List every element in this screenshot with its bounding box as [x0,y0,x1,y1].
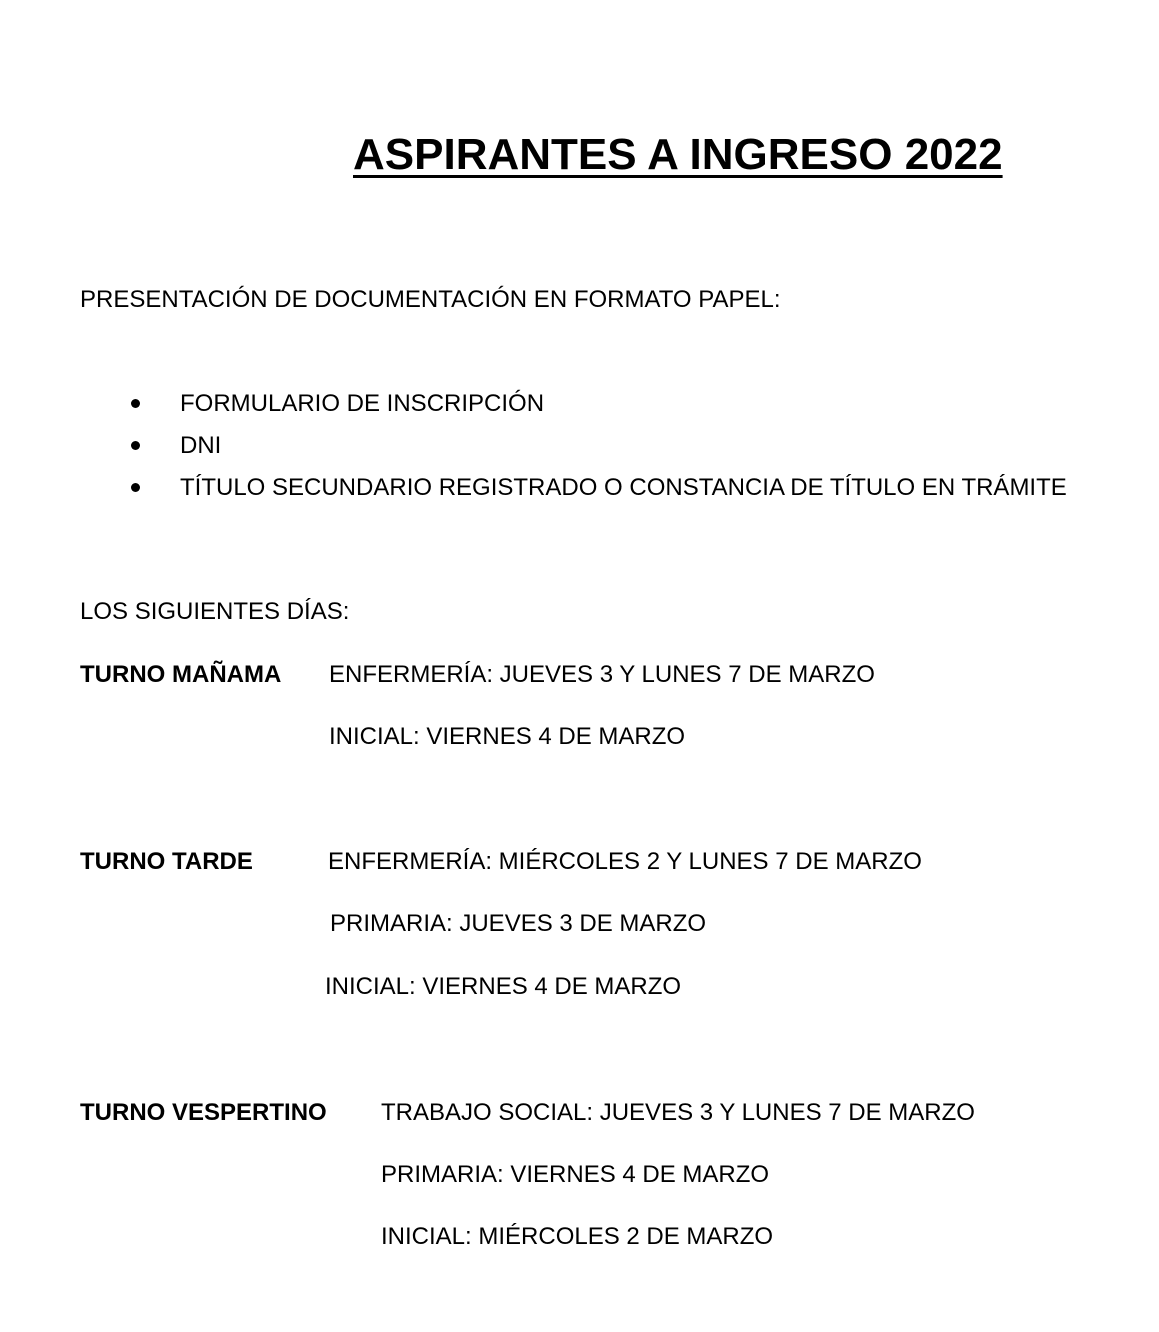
shift-entry: INICIAL: VIERNES 4 DE MARZO [329,723,686,750]
list-item: DNI [180,432,222,459]
shift-entry: INICIAL: MIÉRCOLES 2 DE MARZO [381,1223,774,1250]
bullet-icon [131,483,140,492]
days-heading: LOS SIGUIENTES DÍAS: [80,598,350,625]
shift-name: TURNO TARDE [80,848,253,875]
shift-entry: PRIMARIA: JUEVES 3 DE MARZO [330,910,707,937]
shift-entry: INICIAL: VIERNES 4 DE MARZO [325,973,682,1000]
document-title: ASPIRANTES A INGRESO 2022 [353,130,1003,179]
shift-entry: PRIMARIA: VIERNES 4 DE MARZO [381,1161,770,1188]
shift-entry: ENFERMERÍA: MIÉRCOLES 2 Y LUNES 7 DE MARZO [328,848,922,875]
shift-entry: TRABAJO SOCIAL: JUEVES 3 Y LUNES 7 DE MARZO [381,1099,975,1126]
shift-name: TURNO MAÑAMA [80,661,282,688]
bullet-icon [131,399,140,408]
shift-entry: ENFERMERÍA: JUEVES 3 Y LUNES 7 DE MARZO [329,661,875,688]
shift-name: TURNO VESPERTINO [80,1099,327,1126]
list-item: FORMULARIO DE INSCRIPCIÓN [180,390,545,417]
bullet-icon [131,441,140,450]
list-item: TÍTULO SECUNDARIO REGISTRADO O CONSTANCIA DE TÍTULO EN TRÁMITE [180,474,1067,501]
intro-text: PRESENTACIÓN DE DOCUMENTACIÓN EN FORMATO PAPEL: [80,286,781,313]
